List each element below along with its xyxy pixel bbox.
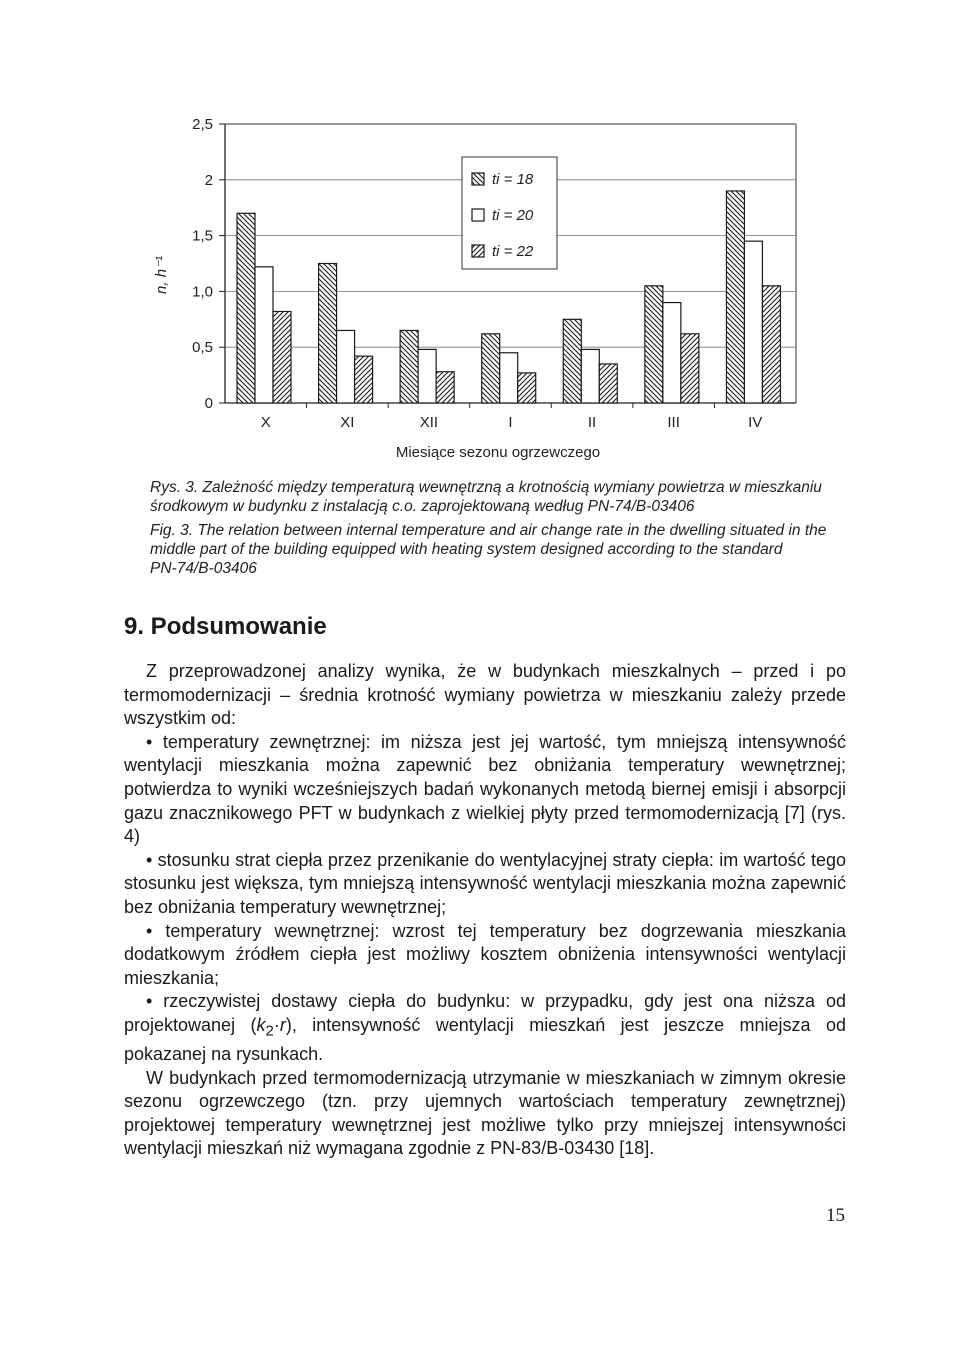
x-tick-label: I (508, 414, 513, 431)
x-tick-label: II (587, 414, 597, 431)
legend-swatch (472, 173, 484, 185)
bar (726, 191, 744, 403)
bar (237, 213, 255, 403)
figure-caption-pl (150, 478, 870, 516)
x-tick-label: XII (419, 414, 439, 431)
bar (355, 356, 373, 403)
caption-en-line-1: Fig. 3. The relation between internal temperature and air change rate in the dwelling situated in the (150, 522, 827, 539)
caption-en-line-3: PN-74/B-03406 (150, 560, 257, 577)
bar (482, 334, 500, 403)
section-title: 9. Podsumowanie (124, 613, 327, 640)
bullet-paragraph-3: • temperatury wewnętrznej: wzrost tej temperatury bez dogrzewania mieszkania dodatkowym źródłem ciepła jest możliwy kosztem obniżenia intensywności wentylacji mieszkania; (124, 920, 846, 991)
bar (563, 319, 581, 403)
bullet-paragraph-1: • temperatury zewnętrznej: im niższa jest jej wartość, tym mniejszą intensywność wentylacji mieszkania można zapewnić bez obniżania temperatury wewnętrznej; potwierdza to wyniki wcześniejszych badań wykonanych metodą biernej emisji i absorpcji gazu znacznikowego PFT w budynkach z wielkiej płyty przed termomodernizacją [7] (rys. 4) (124, 731, 846, 849)
caption-pl-line-1: Rys. 3. Zależność między temperaturą wewnętrzną a krotnością wymiany powietrza w mieszkaniu (150, 479, 822, 496)
bar (762, 286, 780, 403)
y-tick-label: 2,5 (192, 116, 213, 133)
bar (436, 372, 454, 403)
formula-subscript: 2 (265, 1022, 274, 1040)
y-tick-label: 0 (204, 395, 213, 412)
formula-r: ·r (273, 1014, 286, 1035)
y-tick-label: 0,5 (192, 339, 213, 357)
bullet-paragraph-2: • stosunku strat ciepła przez przenikanie do wentylacyjnej straty ciepła: im wartość tego stosunku jest większa, tym mniejszą intensywność wentylacji mieszkania można zapewnić bez obniżania temperatury wewnętrznej; (124, 849, 846, 920)
bar (500, 353, 518, 403)
bar (599, 364, 617, 403)
bar (273, 311, 291, 403)
bar (400, 330, 418, 403)
figure-caption-en (150, 521, 870, 578)
bar-chart (130, 105, 820, 465)
bullet-paragraph-4 (124, 990, 846, 1066)
intro-paragraph: Z przeprowadzonej analizy wynika, że w budynkach mieszkalnych – przed i po termomodernizacji – średnia krotność wymiany powietrza w mieszkaniu zależy przede wszystkim od: (124, 661, 846, 729)
bullet-4-text-end: ), intensywność wentylacji mieszkań jest jeszcze mniejsza od pokazanej na rysunkach. (124, 1014, 847, 1065)
x-tick-label: III (667, 414, 680, 431)
x-tick-labels (261, 414, 763, 431)
x-axis-label: Miesiące sezonu ogrzewczego (395, 444, 601, 461)
legend-label: ti = 18 (492, 171, 534, 188)
legend-swatch (472, 245, 484, 257)
bar (663, 303, 681, 403)
legend-label: ti = 20 (492, 207, 534, 224)
bar (744, 241, 762, 403)
formula-k: k (256, 1014, 266, 1035)
bar (255, 267, 273, 403)
bar (581, 349, 599, 403)
x-tick-label: XI (340, 414, 355, 431)
closing-paragraph: W budynkach przed termomodernizacją utrzymanie w mieszkaniach w zimnym okresie sezonu ogrzewczego (tzn. przy ujemnych wartościach temperatury zewnętrznej) projektowej temperatury wewnętrznej jest możliwe tylko przy mniejszej intensywności wentylacji mieszkań niż wymagana zgodnie z PN-83/B-03430 [18]. (124, 1067, 846, 1159)
caption-pl-line-2: środkowym w budynku z instalacją c.o. zaprojektowaną według PN-74/B-03406 (150, 498, 695, 515)
legend (462, 157, 557, 269)
bullet-4-text-start: rzeczywistej dostawy ciepła do budynku: w przypadku, gdy jest ona niższa od projektowanej ( (124, 991, 846, 1035)
bar (337, 330, 355, 403)
bar (681, 334, 699, 403)
y-tick-label: 1,0 (192, 283, 213, 301)
bar (418, 349, 436, 403)
x-tick-label: IV (748, 414, 763, 431)
legend-swatch (472, 209, 484, 221)
y-axis-label: n, h⁻¹ (153, 256, 170, 294)
y-tick-label: 2 (204, 171, 213, 189)
caption-en-line-2: middle part of the building equipped with heating system designed according to the standard (150, 541, 783, 558)
bar (645, 286, 663, 403)
y-tick-labels (192, 116, 213, 412)
bar (319, 264, 337, 404)
legend-label: ti = 22 (492, 243, 534, 260)
page-number: 15 (826, 1205, 845, 1226)
y-tick-label: 1,5 (192, 227, 213, 245)
bar (518, 373, 536, 403)
x-tick-label: X (260, 414, 271, 431)
body-text (124, 660, 846, 1161)
